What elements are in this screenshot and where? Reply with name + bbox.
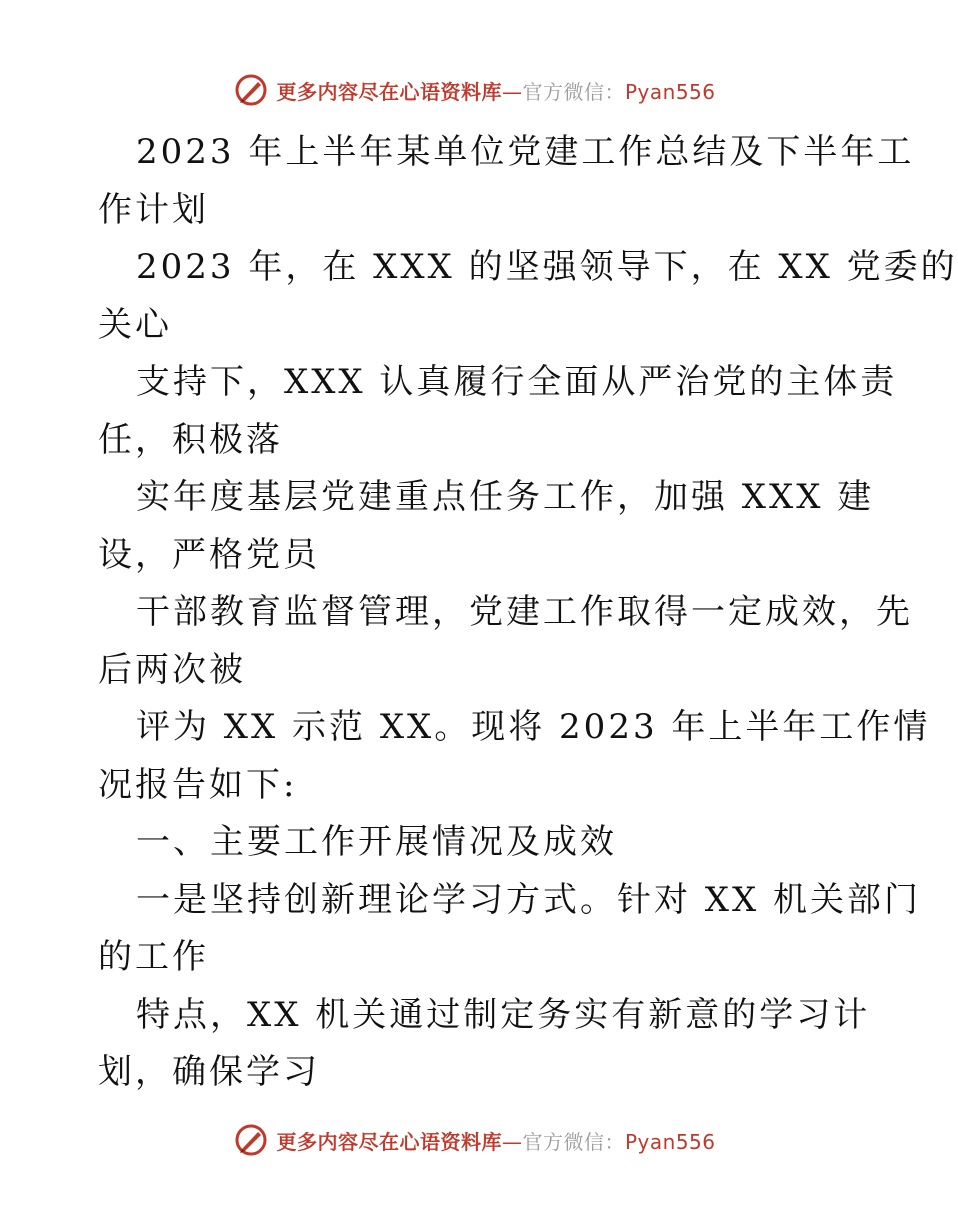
watermark-wechat-id: Pyan556 [624,79,716,104]
paragraph-line: 干部教育监督管理，党建工作取得一定成效，先 [136,592,913,632]
quill-pen-logo-icon [234,73,268,107]
section-heading: 一、主要工作开展情况及成效 [136,822,617,862]
watermark-text [276,76,715,105]
paragraph-line: 设，严格党员 [98,534,320,575]
watermark-official: 官方微信： [522,79,625,104]
watermark-main: 更多内容尽在心语资料库 [276,1129,502,1154]
watermark-official: 官方微信： [522,1129,625,1154]
paragraph-line: 实年度基层党建重点任务工作，加强 XXX 建 [136,477,875,517]
paragraph-line: 评为 XX 示范 XX。现将 2023 年上半年工作情 [136,707,931,747]
paragraph-line: 后两次被 [98,649,246,690]
document-body [98,124,958,1102]
paragraph-line: 特点，XX 机关通过制定务实有新意的学习计 [136,994,871,1035]
paragraph-line: 任，积极落 [98,419,283,460]
watermark-text [276,1126,715,1155]
paragraph-line: 况报告如下: [98,764,298,805]
paragraph-line: 划，确保学习 [98,1052,320,1092]
watermark-main: 更多内容尽在心语资料库 [276,79,502,104]
paragraph-line: 的工作 [98,937,209,977]
header-watermark [0,70,950,110]
paragraph-line: 一是坚持创新理论学习方式。针对 XX 机关部门 [136,879,922,920]
watermark-separator: — [501,1129,523,1154]
title-line-2: 作计划 [98,189,209,230]
quill-pen-logo-icon [234,1123,268,1157]
title-line-1: 2023 年上半年某单位党建工作总结及下半年工 [136,132,915,172]
paragraph-line: 支持下，XXX 认真履行全面从严治党的主体责 [136,362,898,402]
watermark-wechat-id: Pyan556 [624,1129,716,1154]
paragraph-line: 2023 年，在 XXX 的坚强领导下，在 XX 党委的 [136,247,958,287]
watermark-separator: — [501,79,523,104]
paragraph-line: 关心 [98,304,172,345]
footer-watermark [0,1120,950,1160]
